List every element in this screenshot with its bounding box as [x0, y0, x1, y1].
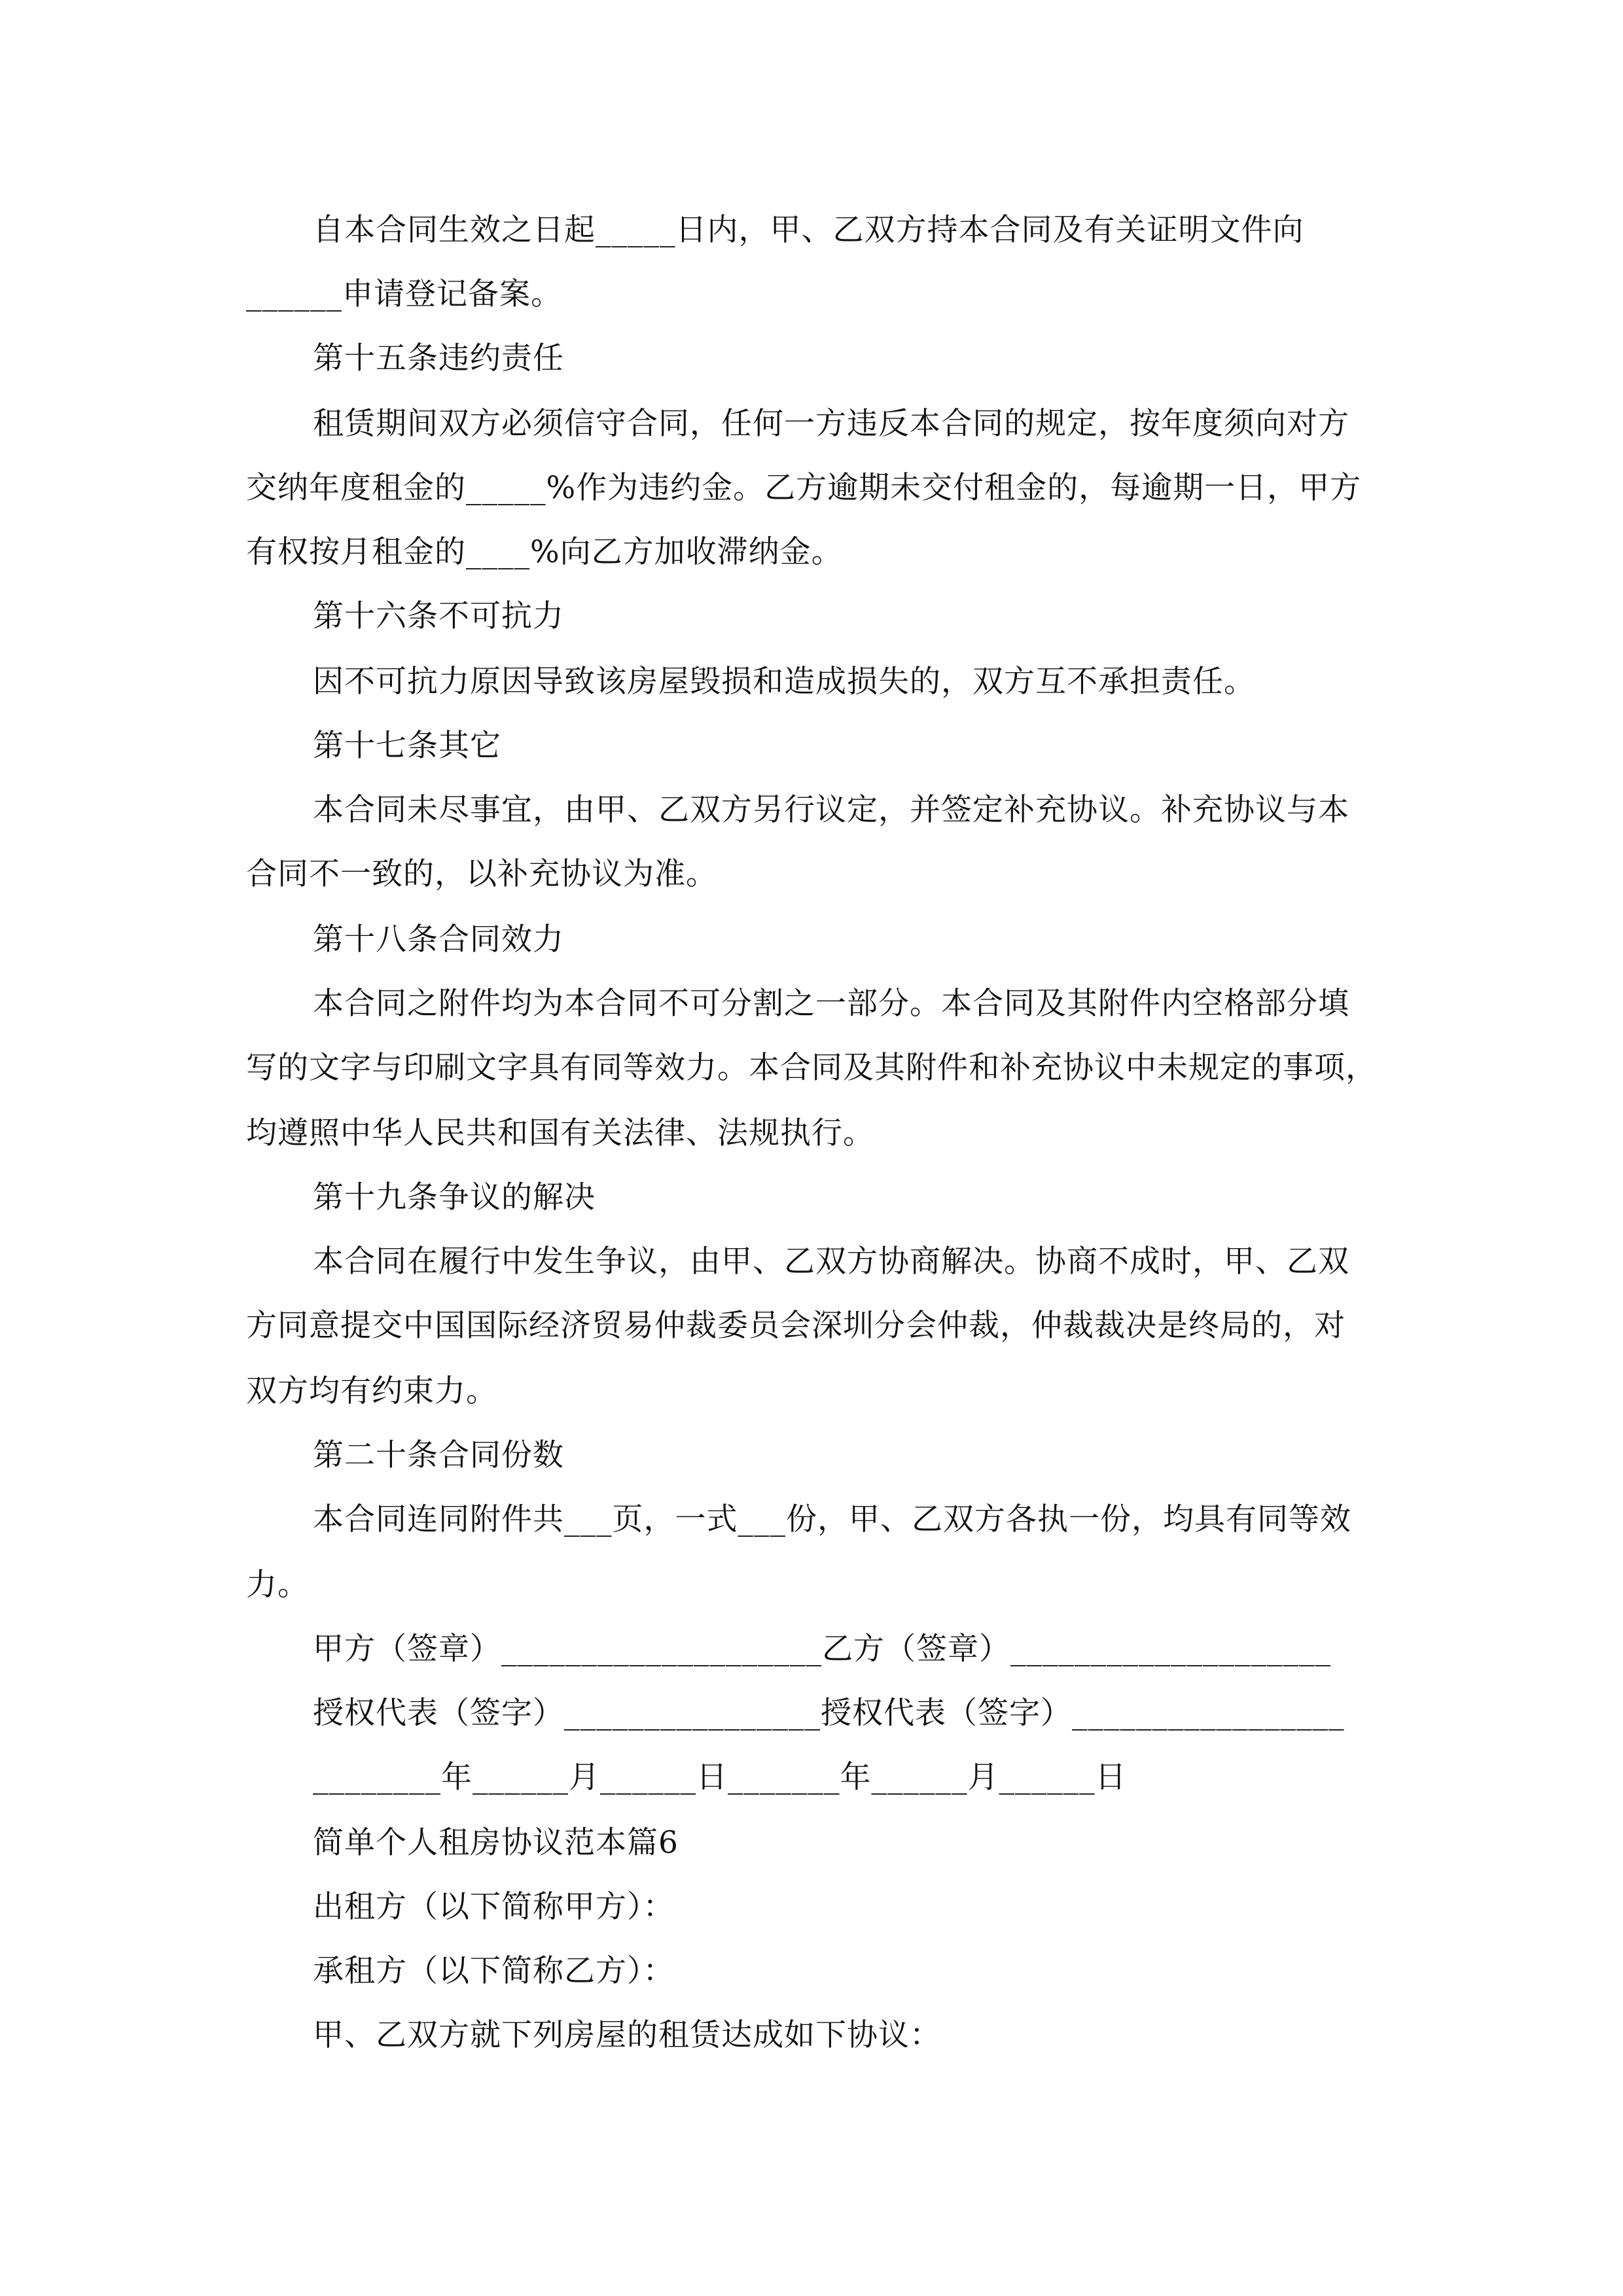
text-line: 合同不一致的，以补充协议为准。: [246, 856, 717, 892]
text-line: 出租方（以下简称甲方）：: [313, 1889, 675, 1925]
text-line: 租赁期间双方必须信守合同，任何一方违反本合同的规定，按年度须向对方: [313, 406, 1349, 442]
text-line: 写的文字与印刷文字具有同等效力。本合同及其附件和补充协议中未规定的事项，: [246, 1050, 1377, 1086]
section-heading: 第十五条违约责任: [313, 340, 564, 376]
text-line: 甲、乙双方就下列房屋的租赁达成如下协议：: [313, 2017, 941, 2053]
text-line: 均遵照中华人民共和国有关法律、法规执行。: [246, 1115, 874, 1151]
section-heading: 第十八条合同效力: [313, 922, 564, 958]
text-line: ______申请登记备案。: [246, 276, 562, 312]
section-heading: 第十九条争议的解决: [313, 1179, 596, 1215]
section-heading: 第二十条合同份数: [313, 1437, 564, 1473]
signature-line: 授权代表（签字）________________授权代表（签字）_________________: [313, 1695, 1345, 1731]
text-line: 本合同连同附件共___页，一式___份，甲、乙双方各执一份，均具有同等效: [313, 1501, 1351, 1537]
text-line: 本合同未尽事宜，由甲、乙双方另行议定，并签定补充协议。补充协议与本: [313, 792, 1349, 828]
signature-line: 甲方（签章）____________________乙方（签章）____________________: [313, 1631, 1331, 1667]
text-line: 力。: [246, 1567, 309, 1603]
text-line: 承租方（以下简称乙方）：: [313, 1953, 675, 1989]
text-line: 双方均有约束力。: [246, 1373, 497, 1409]
section-heading: 第十七条其它: [313, 728, 501, 764]
text-line: 有权按月租金的____%向乙方加收滞纳金。: [246, 534, 843, 570]
text-line: 本合同之附件均为本合同不可分割之一部分。本合同及其附件内空格部分填: [313, 986, 1349, 1022]
text-line: 方同意提交中国国际经济贸易仲裁委员会深圳分会仲裁，仲裁裁决是终局的，对: [246, 1308, 1346, 1344]
text-line: 自本合同生效之日起_____日内，甲、乙双方持本合同及有关证明文件向: [313, 212, 1304, 248]
section-heading: 第十六条不可抗力: [313, 598, 564, 634]
date-line: ________年______月______日_______年______月______日: [313, 1759, 1127, 1795]
section-title: 简单个人租房协议范本篇6: [313, 1825, 679, 1861]
text-line: 交纳年度租金的_____%作为违约金。乙方逾期未交付租金的，每逾期一日，甲方: [246, 470, 1362, 506]
text-line: 本合同在履行中发生争议，由甲、乙双方协商解决。协商不成时，甲、乙双: [313, 1244, 1349, 1280]
text-line: 因不可抗力原因导致该房屋毁损和造成损失的，双方互不承担责任。: [313, 664, 1255, 700]
